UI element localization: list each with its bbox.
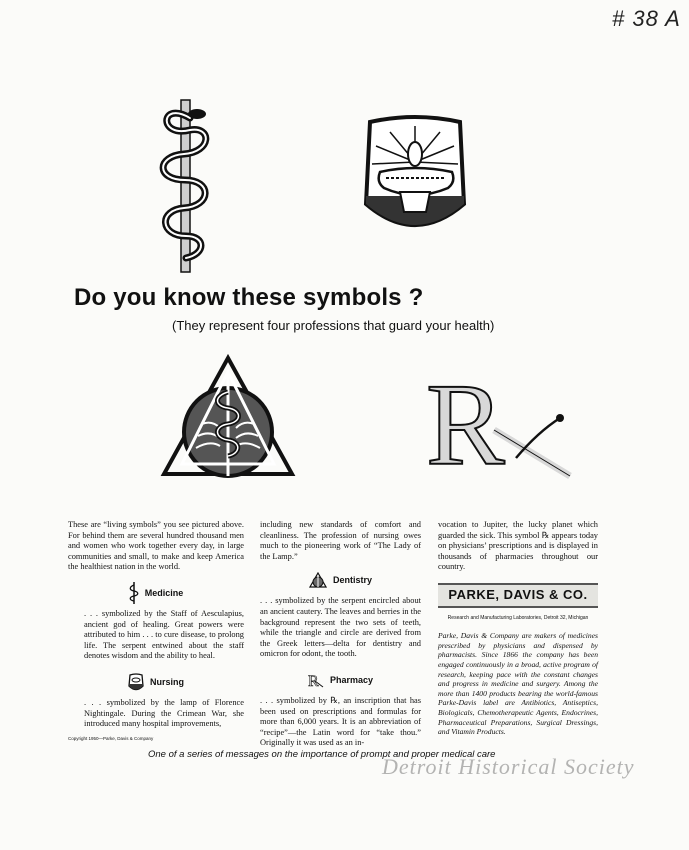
text-column-2 (260, 520, 421, 749)
staff-of-aesculapius-icon (150, 90, 220, 275)
copyright-notice: Copyright 1950—Parke, Davis & Company (68, 736, 154, 741)
text-column-1 (68, 520, 244, 730)
dentistry-title: Dentistry (332, 575, 372, 586)
pharmacy-paragraph: . . . symbolized by ℞, an inscription that has been used on prescriptions and formulas for more than 6,000 years. It is an abbreviation of “recipe”—the Latin word for “take thou.” Originally it was used as an in- (260, 695, 421, 748)
watermark: Detroit Historical Society (382, 754, 635, 779)
dentistry-heading (260, 568, 421, 592)
medicine-heading (68, 581, 244, 605)
pharmacy-title: Pharmacy (329, 674, 374, 685)
parke-davis-logo: PARKE, DAVIS & CO. (438, 583, 598, 608)
nursing-continued: including new standards of comfort and cleanliness. The profession of nursing owes much to the pioneering work of “The Lady of the Lamp.” (260, 520, 421, 561)
text-column-3 (438, 520, 598, 737)
pharmacy-rx-icon (420, 360, 580, 480)
dental-small-icon (309, 572, 327, 588)
intro-paragraph: These are “living symbols” you see pictured above. For behind them are several hundred thousand men and women who work together every day, in large communities and small, to make and keep America the healthiest nation in the world. (68, 520, 244, 572)
dentistry-paragraph: . . . symbolized by the serpent encircled about an ancient cautery. The leaves and berries in the background represent the two sets of teeth, while the triangle and circle are derived from the Greek letters—delta for dentistry and omicron for odont, the tooth. (260, 596, 421, 659)
nursing-heading (68, 670, 244, 694)
headline: Do you know these symbols ? (74, 284, 424, 311)
lamp-small-icon (128, 673, 144, 691)
company-description: Parke, Davis & Company are makers of medicines prescribed by physicians and dispensed by pharmacists. Since 1866 the company has been engaged continuously in a broad, active program of research, keeping pace with the constant changes and progress in medicine and surgery. Among the more than 1400 products bearing the world-famous Parke-Davis label are Antibiotics, Antiseptics, Biologicals, Chemotherapeutic Agents, Endocrines, Pharmaceutical Preparations, Surgical Dressings, and Vitamin Products. (438, 631, 598, 737)
pharmacy-continued: vocation to Jupiter, the lucky planet which guarded the sick. This symbol ℞ appears today on physicians’ prescriptions and is displayed in thousands of pharmacies throughout our country. (438, 520, 598, 572)
rx-small-icon (308, 672, 324, 688)
nursing-title: Nursing (149, 676, 184, 687)
catalog-number: # 38 A (612, 6, 681, 31)
nursing-paragraph: . . . symbolized by the lamp of Florence Nightingale. During the Crimean War, she introduced many hospital improvements, (84, 697, 244, 729)
pharmacy-heading (260, 668, 421, 692)
dentistry-emblem-icon (158, 352, 298, 482)
subheadline: (They represent four professions that guard your health) (172, 318, 495, 333)
footer-tagline: One of a series of messages on the importance of prompt and proper medical care (148, 749, 496, 760)
medicine-paragraph: . . . symbolized by the Staff of Aesculapius, ancient god of healing. Great powers were attributed to him . . . to cure disease, to prolong life. The serpent entwined about the staff denotes wisdom and the ability to heal. (84, 608, 244, 661)
medicine-title: Medicine (144, 587, 184, 598)
staff-small-icon (129, 581, 139, 605)
laboratory-address: Research and Manufacturing Laboratories, Detroit 32, Michigan (447, 614, 589, 621)
rx-letter: R (426, 360, 505, 480)
nightingale-lamp-icon (360, 112, 470, 240)
rx-small-letter: R (307, 672, 319, 688)
